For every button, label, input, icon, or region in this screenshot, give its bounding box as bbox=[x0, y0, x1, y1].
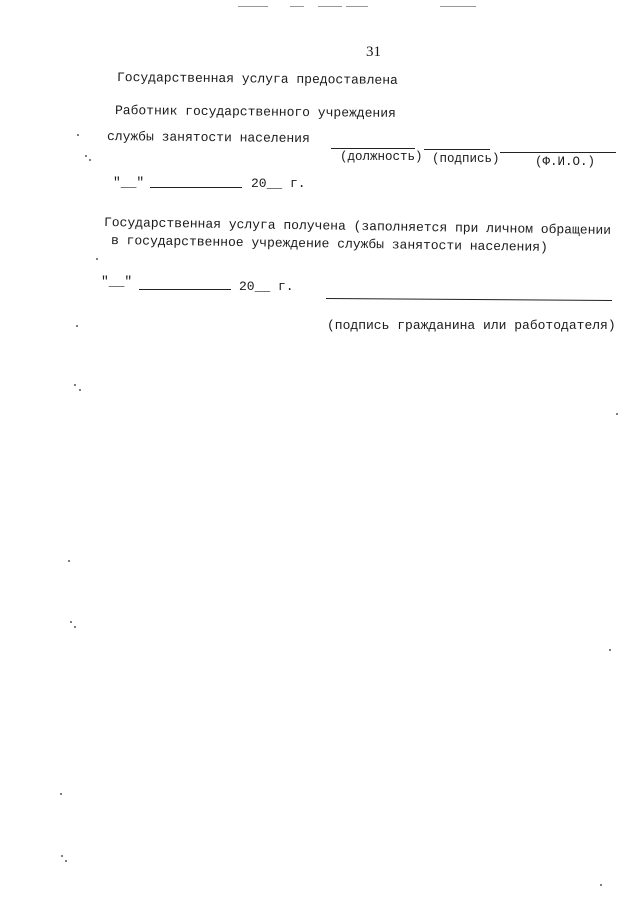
position-blank bbox=[331, 148, 415, 149]
scan-speck bbox=[609, 649, 611, 651]
received-date-blank bbox=[139, 289, 231, 290]
name-blank bbox=[500, 152, 616, 153]
scan-mark bbox=[346, 6, 368, 7]
received-heading: Государственная услуга получена (заполняется при личном обращении bbox=[103, 215, 612, 238]
provided-date-blank bbox=[150, 187, 242, 188]
received-date-quote: "__" bbox=[101, 274, 133, 289]
label-signature: (подпись) bbox=[432, 152, 500, 166]
label-position: (должность) bbox=[340, 150, 423, 164]
scan-mark bbox=[440, 6, 476, 7]
scan-speck bbox=[616, 413, 618, 415]
label-name: (Ф.И.О.) bbox=[535, 155, 596, 169]
provided-date-year: 20__ г. bbox=[251, 176, 306, 191]
signature-blank bbox=[424, 149, 490, 150]
scan-speck bbox=[96, 258, 98, 260]
scan-speck bbox=[60, 793, 62, 795]
received-heading-line-2: в государственное учреждение службы занятости населения) bbox=[110, 233, 548, 255]
worker-line-2: службы занятости населения bbox=[106, 129, 310, 147]
scan-mark bbox=[318, 6, 342, 7]
scan-speck bbox=[65, 860, 67, 862]
scan-speck bbox=[85, 155, 87, 157]
scan-speck bbox=[74, 626, 76, 628]
provided-date-quote: "__" bbox=[113, 175, 145, 190]
worker-line-1: Работник государственного учреждения bbox=[114, 103, 396, 121]
citizen-signature-label: (подпись гражданина или работодателя) bbox=[327, 318, 616, 333]
scan-speck bbox=[68, 560, 70, 562]
page-number: 31 bbox=[366, 44, 381, 60]
scan-speck bbox=[89, 159, 91, 161]
scan-speck bbox=[61, 855, 63, 857]
scan-speck bbox=[70, 621, 72, 623]
scan-speck bbox=[600, 884, 602, 886]
provided-heading: Государственная услуга предоставлена bbox=[116, 70, 398, 88]
scan-speck bbox=[74, 384, 76, 386]
scan-speck bbox=[79, 389, 81, 391]
scan-speck bbox=[77, 134, 79, 136]
citizen-signature-blank bbox=[326, 298, 612, 301]
received-date-year: 20__ г. bbox=[239, 279, 294, 294]
scan-mark bbox=[290, 6, 304, 7]
scan-speck bbox=[76, 325, 78, 327]
scan-mark bbox=[238, 6, 268, 7]
